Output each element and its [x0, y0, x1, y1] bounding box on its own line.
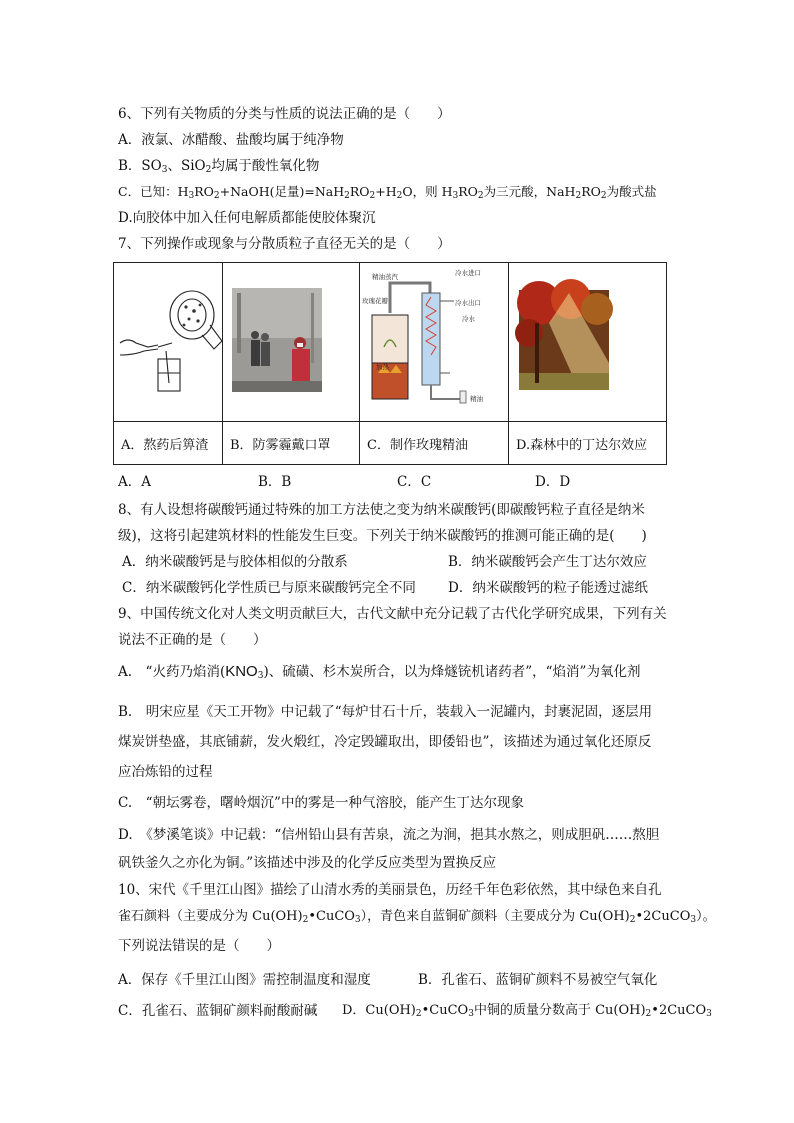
q10-option-a: A．保存《千里江山图》需控制温度和湿度: [118, 972, 371, 988]
q8-option-c: C．纳米碳酸钙化学性质已与原来碳酸钙完全不同: [122, 580, 416, 596]
label-heating: 加热: [376, 363, 389, 371]
q10-option-c: C．孔雀石、蓝铜矿颜料耐酸耐碱: [118, 1003, 318, 1019]
forest-tyndall-photo: [509, 263, 666, 417]
q7-stem: 7、下列操作或现象与分散质粒子直径无关的是（ ）: [118, 236, 451, 252]
q9-option-b-line2: 煤炭饼垫盛，其底铺薪，发火煅红，冷定毁罐取出，即倭铅也”，该描述为通过氧化还原反: [118, 734, 652, 750]
figure-b-cell: [223, 263, 360, 422]
q9-option-b-line3: 应冶炼铅的过程: [118, 764, 213, 780]
q8-stem-line2: 级)，这将引起建筑材料的性能发生巨变。下列关于纳米碳酸钙的推测可能正确的是( ): [118, 528, 647, 544]
q7-figure-table: [113, 262, 667, 465]
q6-option-b: B．$SO_3$、SiO$_2$均属于酸性氧化物: [118, 158, 320, 175]
label-cold-water-outlet: 冷水出口: [455, 299, 481, 307]
label-oil-vapor: 精油蒸汽: [372, 273, 398, 281]
caption-a: A．熬药后箅渣: [114, 422, 223, 465]
q7-answer-c: C．C: [397, 474, 432, 490]
q9-option-a: A. “火药乃焰消$(KNO_3)$、硫磺、杉木炭所合，以为烽燧铳机诸药者”，“焰消”为氧化剂: [118, 663, 641, 681]
q10-option-d: D．$Cu(OH)_2•CuCO_3$中铜的质量分数高于 $Cu(OH)_2•2CuCO_3$: [342, 1003, 712, 1019]
label-cold-water-inlet: 冷水进口: [455, 269, 481, 277]
q10-option-b: B．孔雀石、蓝铜矿颜料不易被空气氧化: [418, 972, 658, 988]
figure-c-cell: [360, 263, 509, 422]
smog-mask-photo: [223, 263, 359, 417]
caption-b: B．防雾霾戴口罩: [223, 422, 360, 465]
caption-c: C．制作玫瑰精油: [360, 422, 509, 465]
q9-option-d-line2: 矾铁釜久之亦化为铜。”该描述中涉及的化学反应类型为置换反应: [118, 855, 497, 871]
figure-d-cell: [509, 263, 667, 422]
q10-stem-line3: 下列说法错误的是（ ）: [118, 938, 280, 954]
caption-d: D.森林中的丁达尔效应: [509, 422, 667, 465]
q8-option-a: A．纳米碳酸钙是与胶体相似的分散系: [122, 554, 348, 570]
q6-stem: 6、下列有关物质的分类与性质的说法正确的是（ ）: [118, 106, 451, 122]
label-cold-water: 冷水: [462, 315, 475, 323]
q9-option-c: C. “朝坛雾卷，曙岭烟沉”中的雾是一种气溶胶，能产生丁达尔现象: [118, 795, 524, 811]
label-rose-petals: 玫瑰花瓣: [362, 297, 388, 305]
figure-a-cell: [114, 263, 223, 422]
q9-option-b-line1: B. 明宋应星《天工开物》中记载了“每炉甘石十斤，装载入一泥罐内，封裹泥固，逐层用: [118, 704, 653, 720]
q7-answer-b: B．B: [258, 474, 292, 490]
q8-option-d: D．纳米碳酸钙的粒子能透过滤纸: [448, 580, 648, 596]
q8-option-b: B．纳米碳酸钙会产生丁达尔效应: [448, 554, 647, 570]
q6-option-d: D.向胶体中加入任何电解质都能使胶体聚沉: [118, 210, 376, 226]
label-essential-oil: 精油: [470, 395, 483, 403]
rose-oil-distillation-diagram: [360, 263, 508, 417]
q9-option-d-line1: D. 《梦溪笔谈》中记载：“信州铅山县有苦泉，流之为涧，挹其水熬之，则成胆矾……熬胆: [118, 827, 660, 843]
q10-stem-line1: 10、宋代《千里江山图》描绘了山清水秀的美丽景色，历经千年色彩依然，其中绿色来自孔: [118, 882, 662, 898]
q9-stem-line1: 9、中国传统文化对人类文明贡献巨大，古代文献中充分记载了古代化学研究成果，下列有关: [118, 606, 667, 622]
q6-option-c: C．已知：$H_3RO_2+NaOH$(足量)$=NaH_2RO_2+H_2O$，则 $H_3RO_2$为三元酸，$NaH_2RO_2$为酸式盐: [118, 184, 657, 201]
q9-stem-line2: 说法不正确的是（ ）: [118, 632, 267, 648]
q8-stem-line1: 8、有人设想将碳酸钙通过特殊的加工方法使之变为纳米碳酸钙(即碳酸钙粒子直径是纳米: [118, 502, 645, 518]
herbal-strainer-illustration: [114, 263, 222, 417]
q6-option-a: A．液氯、冰醋酸、盐酸均属于纯净物: [118, 132, 344, 148]
q7-answer-a: A．A: [118, 474, 151, 490]
q10-stem-line2: 雀石颜料（主要成分为 $Cu(OH)_2•CuCO_3$），青色来自蓝铜矿颜料（主要成分为 $Cu(OH)_2•2CuCO_3$）。: [118, 909, 716, 925]
q7-answer-d: D．D: [535, 474, 571, 490]
